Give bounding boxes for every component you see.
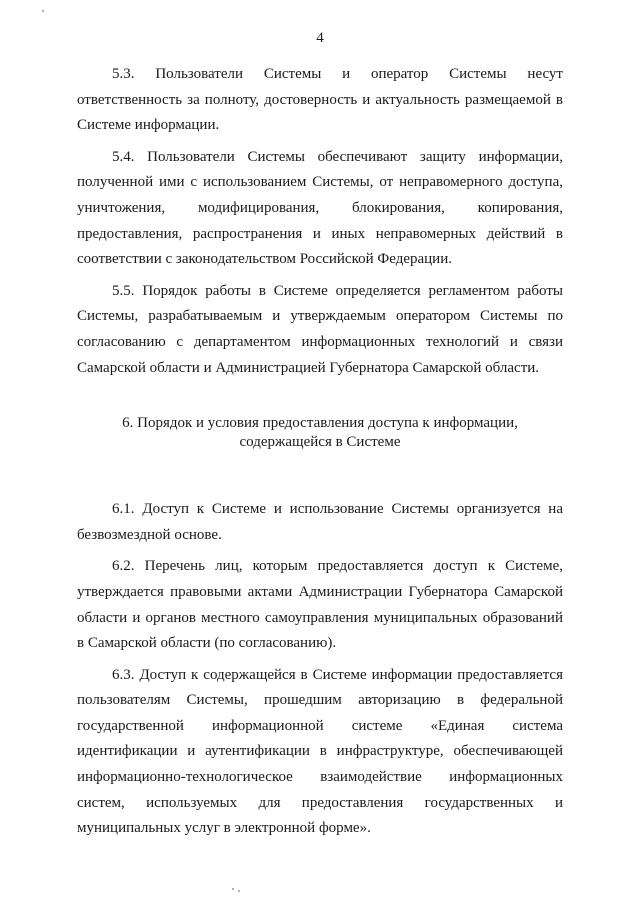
section-6-heading-line-2: содержащейся в Системе <box>239 434 401 451</box>
paragraph-6-1: 6.1. Доступ к Системе и использование Системы организуется на безвозмездной основе. <box>77 501 563 543</box>
section-6-heading-line-1: 6. Порядок и условия предоставления доступа к информации, <box>122 415 518 432</box>
scan-speck <box>232 888 234 890</box>
scan-speck <box>238 890 240 892</box>
paragraph-6-3: 6.3. Доступ к содержащейся в Системе информации предоставляется пользователям Системы, прошедшим авторизацию в федеральной государственной информационной системе «Единая система идентификации и аутентификации в инфраструктуре, обеспечивающей информационно-технологическое взаимодействие информационных систем, используемых для предоставления государственных и муниципальных услуг в электронной форме». <box>77 666 563 837</box>
document-body <box>77 62 563 848</box>
paragraph-6-2: 6.2. Перечень лиц, которым предоставляется доступ к Системе, утверждается правовыми актами Администрации Губернатора Самарской области и органов местного самоуправления муниципальных образований в Самарской области (по согласованию). <box>77 558 563 652</box>
paragraph-5-4: 5.4. Пользователи Системы обеспечивают защиту информации, полученной ими с использованием Системы, от неправомерного доступа, уничтожения, модифицирования, блокирования, копирования, предоставления, распространения и иных неправомерных действий в соответствии с законодательством Российской Федерации. <box>77 148 563 268</box>
scan-speck <box>42 10 44 12</box>
section-6-heading <box>77 414 563 452</box>
paragraph-5-5: 5.5. Порядок работы в Системе определяется регламентом работы Системы, разрабатываемым и утверждаемым оператором Системы по согласованию с департаментом информационных технологий и связи Самарской области и Администрацией Губернатора Самарской области. <box>77 282 563 376</box>
paragraph-5-3: 5.3. Пользователи Системы и оператор Системы несут ответственность за полноту, достоверность и актуальность размещаемой в Системе информации. <box>77 66 563 134</box>
page-number: 4 <box>316 30 324 46</box>
